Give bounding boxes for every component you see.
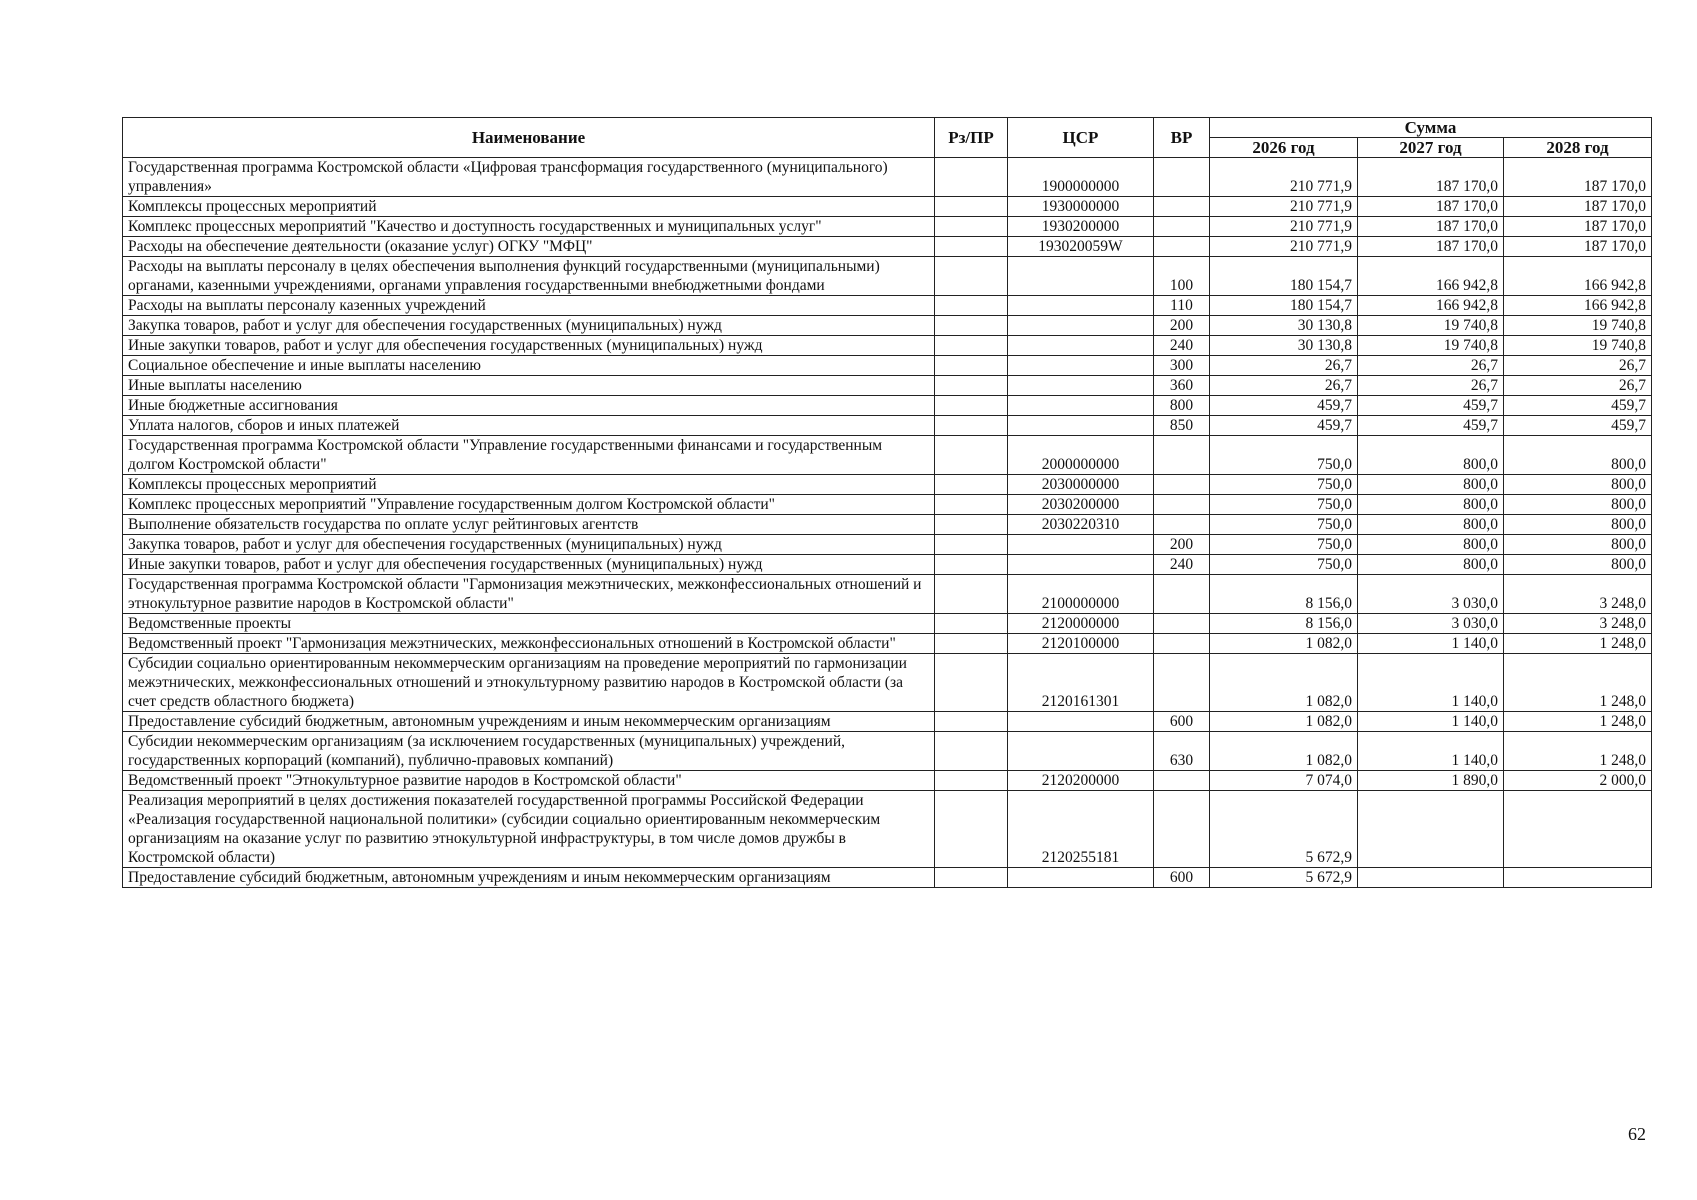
- cell-2028: 800,0: [1504, 555, 1652, 575]
- cell-2026: 5 672,9: [1210, 868, 1358, 888]
- cell-rz-pr: [935, 515, 1008, 535]
- cell-rz-pr: [935, 296, 1008, 316]
- cell-vr: [1154, 515, 1210, 535]
- cell-vr: [1154, 654, 1210, 712]
- table-row: [123, 634, 1652, 654]
- cell-name: Расходы на выплаты персоналу казенных учреждений: [123, 296, 935, 316]
- table-row: [123, 197, 1652, 217]
- cell-2026: 1 082,0: [1210, 712, 1358, 732]
- table-row: [123, 771, 1652, 791]
- cell-rz-pr: [935, 712, 1008, 732]
- cell-csr: [1008, 336, 1154, 356]
- cell-name: Расходы на выплаты персоналу в целях обеспечения выполнения функций государственными (муниципальными) органами, казенными учреждениями, органами управления государственными внебюджетными фондами: [123, 257, 935, 296]
- cell-csr: 1930000000: [1008, 197, 1154, 217]
- cell-rz-pr: [935, 316, 1008, 336]
- cell-vr: [1154, 495, 1210, 515]
- cell-2026: 180 154,7: [1210, 296, 1358, 316]
- table-row: [123, 257, 1652, 296]
- cell-2028: 1 248,0: [1504, 732, 1652, 771]
- cell-vr: [1154, 771, 1210, 791]
- cell-rz-pr: [935, 791, 1008, 868]
- table-row: [123, 237, 1652, 257]
- cell-csr: [1008, 396, 1154, 416]
- cell-2027: 19 740,8: [1358, 316, 1504, 336]
- cell-2028: 2 000,0: [1504, 771, 1652, 791]
- cell-2028: 187 170,0: [1504, 158, 1652, 197]
- cell-name: Комплексы процессных мероприятий: [123, 475, 935, 495]
- cell-csr: 2120100000: [1008, 634, 1154, 654]
- cell-rz-pr: [935, 436, 1008, 475]
- table-row: [123, 555, 1652, 575]
- cell-csr: 2120161301: [1008, 654, 1154, 712]
- cell-2027: 800,0: [1358, 475, 1504, 495]
- header-2027: 2027 год: [1358, 138, 1504, 158]
- cell-vr: 240: [1154, 555, 1210, 575]
- cell-2027: 800,0: [1358, 515, 1504, 535]
- cell-2026: 7 074,0: [1210, 771, 1358, 791]
- cell-2026: 750,0: [1210, 475, 1358, 495]
- cell-2026: 8 156,0: [1210, 614, 1358, 634]
- cell-vr: [1154, 237, 1210, 257]
- cell-vr: 200: [1154, 316, 1210, 336]
- cell-csr: 2030220310: [1008, 515, 1154, 535]
- cell-vr: [1154, 575, 1210, 614]
- cell-vr: 110: [1154, 296, 1210, 316]
- cell-2028: [1504, 791, 1652, 868]
- cell-2027: 166 942,8: [1358, 257, 1504, 296]
- cell-name: Иные закупки товаров, работ и услуг для обеспечения государственных (муниципальных) нужд: [123, 336, 935, 356]
- cell-name: Уплата налогов, сборов и иных платежей: [123, 416, 935, 436]
- cell-rz-pr: [935, 158, 1008, 197]
- cell-2027: [1358, 868, 1504, 888]
- cell-name: Выполнение обязательств государства по оплате услуг рейтинговых агентств: [123, 515, 935, 535]
- cell-2027: 800,0: [1358, 535, 1504, 555]
- cell-2027: 26,7: [1358, 356, 1504, 376]
- cell-csr: 193020059W: [1008, 237, 1154, 257]
- cell-vr: [1154, 158, 1210, 197]
- table-row: [123, 436, 1652, 475]
- table-row: [123, 316, 1652, 336]
- cell-rz-pr: [935, 614, 1008, 634]
- cell-2026: 180 154,7: [1210, 257, 1358, 296]
- page-number: 62: [1628, 1124, 1646, 1144]
- table-row: [123, 535, 1652, 555]
- cell-csr: 1900000000: [1008, 158, 1154, 197]
- cell-2027: 1 140,0: [1358, 712, 1504, 732]
- cell-name: Государственная программа Костромской области "Гармонизация межэтнических, межконфессиональных отношений и этнокультурное развитие народов в Костромской области": [123, 575, 935, 614]
- cell-rz-pr: [935, 475, 1008, 495]
- cell-vr: [1154, 791, 1210, 868]
- cell-2027: 1 890,0: [1358, 771, 1504, 791]
- cell-2028: 459,7: [1504, 396, 1652, 416]
- cell-vr: 300: [1154, 356, 1210, 376]
- cell-2027: 3 030,0: [1358, 614, 1504, 634]
- cell-vr: [1154, 197, 1210, 217]
- cell-csr: 1930200000: [1008, 217, 1154, 237]
- cell-rz-pr: [935, 771, 1008, 791]
- cell-name: Ведомственные проекты: [123, 614, 935, 634]
- cell-name: Реализация мероприятий в целях достижения показателей государственной программы Российской Федерации «Реализация государственной национальной политики» (субсидии социально ориентированным некоммерческим организациям на оказание услуг по развитию этнокультурной инфраструктуры, в том числе домов дружбы в Костромской области): [123, 791, 935, 868]
- table-row: [123, 791, 1652, 868]
- cell-vr: 100: [1154, 257, 1210, 296]
- table-row: [123, 475, 1652, 495]
- table-row: [123, 575, 1652, 614]
- cell-csr: [1008, 868, 1154, 888]
- header-sum: Сумма: [1210, 118, 1652, 138]
- cell-2026: 210 771,9: [1210, 237, 1358, 257]
- cell-name: Субсидии социально ориентированным некоммерческим организациям на проведение мероприятий по гармонизации межэтнических, межконфессиональных отношений и этнокультурному развитию народов в Костромской области (за счет средств областного бюджета): [123, 654, 935, 712]
- cell-2026: 8 156,0: [1210, 575, 1358, 614]
- table-row: [123, 336, 1652, 356]
- table-row: [123, 515, 1652, 535]
- cell-2026: 1 082,0: [1210, 634, 1358, 654]
- table-row: [123, 732, 1652, 771]
- cell-rz-pr: [935, 555, 1008, 575]
- cell-2028: 800,0: [1504, 475, 1652, 495]
- cell-csr: [1008, 376, 1154, 396]
- cell-name: Государственная программа Костромской области "Управление государственными финансами и государственным долгом Костромской области": [123, 436, 935, 475]
- table-row: [123, 416, 1652, 436]
- cell-rz-pr: [935, 217, 1008, 237]
- cell-2026: 750,0: [1210, 495, 1358, 515]
- cell-2027: 800,0: [1358, 495, 1504, 515]
- cell-vr: [1154, 614, 1210, 634]
- cell-2027: 187 170,0: [1358, 237, 1504, 257]
- cell-2027: 1 140,0: [1358, 634, 1504, 654]
- budget-table: [122, 117, 1652, 888]
- cell-2028: 3 248,0: [1504, 575, 1652, 614]
- cell-rz-pr: [935, 416, 1008, 436]
- header-name: Наименование: [123, 118, 935, 158]
- cell-name: Ведомственный проект "Гармонизация межэтнических, межконфессиональных отношений в Костромской области": [123, 634, 935, 654]
- cell-csr: 2120255181: [1008, 791, 1154, 868]
- cell-2026: 210 771,9: [1210, 158, 1358, 197]
- cell-2027: 19 740,8: [1358, 336, 1504, 356]
- cell-2026: 1 082,0: [1210, 732, 1358, 771]
- table-row: [123, 376, 1652, 396]
- cell-name: Предоставление субсидий бюджетным, автономным учреждениям и иным некоммерческим организациям: [123, 712, 935, 732]
- cell-name: Комплекс процессных мероприятий "Управление государственным долгом Костромской области": [123, 495, 935, 515]
- cell-2026: 26,7: [1210, 376, 1358, 396]
- cell-2027: 800,0: [1358, 436, 1504, 475]
- cell-2028: 187 170,0: [1504, 197, 1652, 217]
- cell-name: Закупка товаров, работ и услуг для обеспечения государственных (муниципальных) нужд: [123, 316, 935, 336]
- cell-2028: 26,7: [1504, 356, 1652, 376]
- cell-2028: 800,0: [1504, 535, 1652, 555]
- cell-csr: 2030000000: [1008, 475, 1154, 495]
- table-row: [123, 868, 1652, 888]
- cell-2028: [1504, 868, 1652, 888]
- header-2026: 2026 год: [1210, 138, 1358, 158]
- cell-name: Предоставление субсидий бюджетным, автономным учреждениям и иным некоммерческим организациям: [123, 868, 935, 888]
- cell-2028: 166 942,8: [1504, 296, 1652, 316]
- cell-rz-pr: [935, 732, 1008, 771]
- cell-2026: 26,7: [1210, 356, 1358, 376]
- cell-2028: 459,7: [1504, 416, 1652, 436]
- cell-rz-pr: [935, 257, 1008, 296]
- cell-2028: 26,7: [1504, 376, 1652, 396]
- cell-rz-pr: [935, 356, 1008, 376]
- cell-rz-pr: [935, 868, 1008, 888]
- cell-name: Иные закупки товаров, работ и услуг для обеспечения государственных (муниципальных) нужд: [123, 555, 935, 575]
- cell-2027: 459,7: [1358, 416, 1504, 436]
- cell-2026: 210 771,9: [1210, 197, 1358, 217]
- cell-vr: 600: [1154, 712, 1210, 732]
- cell-2027: 1 140,0: [1358, 654, 1504, 712]
- cell-name: Субсидии некоммерческим организациям (за исключением государственных (муниципальных) учреждений, государственных корпораций (компаний), публично-правовых компаний): [123, 732, 935, 771]
- cell-2027: 166 942,8: [1358, 296, 1504, 316]
- cell-name: Комплекс процессных мероприятий "Качество и доступность государственных и муниципальных услуг": [123, 217, 935, 237]
- cell-csr: 2030200000: [1008, 495, 1154, 515]
- cell-2028: 19 740,8: [1504, 316, 1652, 336]
- cell-csr: 2120000000: [1008, 614, 1154, 634]
- cell-csr: [1008, 316, 1154, 336]
- cell-vr: 850: [1154, 416, 1210, 436]
- cell-2026: 210 771,9: [1210, 217, 1358, 237]
- cell-csr: [1008, 555, 1154, 575]
- cell-2028: 800,0: [1504, 436, 1652, 475]
- cell-csr: 2100000000: [1008, 575, 1154, 614]
- table-row: [123, 712, 1652, 732]
- cell-vr: [1154, 436, 1210, 475]
- cell-name: Социальное обеспечение и иные выплаты населению: [123, 356, 935, 376]
- cell-2026: 750,0: [1210, 535, 1358, 555]
- cell-csr: [1008, 712, 1154, 732]
- cell-name: Ведомственный проект "Этнокультурное развитие народов в Костромской области": [123, 771, 935, 791]
- cell-csr: [1008, 356, 1154, 376]
- cell-2028: 1 248,0: [1504, 634, 1652, 654]
- cell-2027: 1 140,0: [1358, 732, 1504, 771]
- table-row: [123, 396, 1652, 416]
- cell-2026: 750,0: [1210, 436, 1358, 475]
- cell-vr: 800: [1154, 396, 1210, 416]
- cell-rz-pr: [935, 634, 1008, 654]
- table-row: [123, 654, 1652, 712]
- cell-name: Государственная программа Костромской области «Цифровая трансформация государственного (муниципального) управления»: [123, 158, 935, 197]
- table-body: [123, 158, 1652, 888]
- cell-rz-pr: [935, 376, 1008, 396]
- cell-vr: 630: [1154, 732, 1210, 771]
- cell-2027: 187 170,0: [1358, 158, 1504, 197]
- cell-2026: 459,7: [1210, 416, 1358, 436]
- cell-name: Комплексы процессных мероприятий: [123, 197, 935, 217]
- cell-2027: [1358, 791, 1504, 868]
- cell-csr: [1008, 257, 1154, 296]
- cell-2028: 1 248,0: [1504, 712, 1652, 732]
- cell-2028: 800,0: [1504, 515, 1652, 535]
- cell-rz-pr: [935, 575, 1008, 614]
- cell-2026: 30 130,8: [1210, 336, 1358, 356]
- cell-2027: 800,0: [1358, 555, 1504, 575]
- cell-vr: [1154, 217, 1210, 237]
- cell-rz-pr: [935, 237, 1008, 257]
- cell-vr: 600: [1154, 868, 1210, 888]
- cell-rz-pr: [935, 535, 1008, 555]
- cell-vr: 200: [1154, 535, 1210, 555]
- cell-vr: 240: [1154, 336, 1210, 356]
- table-row: [123, 614, 1652, 634]
- table-row: [123, 495, 1652, 515]
- cell-vr: [1154, 475, 1210, 495]
- cell-name: Иные бюджетные ассигнования: [123, 396, 935, 416]
- header-rz-pr: Рз/ПР: [935, 118, 1008, 158]
- cell-csr: [1008, 296, 1154, 316]
- cell-csr: 2120200000: [1008, 771, 1154, 791]
- cell-2026: 30 130,8: [1210, 316, 1358, 336]
- table-header-row: [123, 118, 1652, 138]
- table-row: [123, 356, 1652, 376]
- header-csr: ЦСР: [1008, 118, 1154, 158]
- table-row: [123, 296, 1652, 316]
- cell-2028: 800,0: [1504, 495, 1652, 515]
- cell-2027: 187 170,0: [1358, 197, 1504, 217]
- cell-rz-pr: [935, 197, 1008, 217]
- cell-name: Иные выплаты населению: [123, 376, 935, 396]
- cell-2026: 1 082,0: [1210, 654, 1358, 712]
- cell-2028: 187 170,0: [1504, 237, 1652, 257]
- cell-name: Закупка товаров, работ и услуг для обеспечения государственных (муниципальных) нужд: [123, 535, 935, 555]
- cell-vr: [1154, 634, 1210, 654]
- cell-2028: 3 248,0: [1504, 614, 1652, 634]
- cell-2027: 459,7: [1358, 396, 1504, 416]
- table-row: [123, 158, 1652, 197]
- cell-2028: 1 248,0: [1504, 654, 1652, 712]
- cell-csr: [1008, 535, 1154, 555]
- header-2028: 2028 год: [1504, 138, 1652, 158]
- cell-csr: 2000000000: [1008, 436, 1154, 475]
- cell-2026: 750,0: [1210, 515, 1358, 535]
- cell-rz-pr: [935, 396, 1008, 416]
- cell-2027: 3 030,0: [1358, 575, 1504, 614]
- cell-2027: 26,7: [1358, 376, 1504, 396]
- cell-rz-pr: [935, 336, 1008, 356]
- cell-csr: [1008, 732, 1154, 771]
- header-vr: ВР: [1154, 118, 1210, 158]
- cell-rz-pr: [935, 495, 1008, 515]
- cell-name: Расходы на обеспечение деятельности (оказание услуг) ОГКУ "МФЦ": [123, 237, 935, 257]
- cell-2026: 750,0: [1210, 555, 1358, 575]
- cell-2026: 5 672,9: [1210, 791, 1358, 868]
- cell-2028: 19 740,8: [1504, 336, 1652, 356]
- cell-2027: 187 170,0: [1358, 217, 1504, 237]
- cell-2028: 166 942,8: [1504, 257, 1652, 296]
- cell-2028: 187 170,0: [1504, 217, 1652, 237]
- cell-vr: 360: [1154, 376, 1210, 396]
- cell-csr: [1008, 416, 1154, 436]
- cell-rz-pr: [935, 654, 1008, 712]
- cell-2026: 459,7: [1210, 396, 1358, 416]
- table-row: [123, 217, 1652, 237]
